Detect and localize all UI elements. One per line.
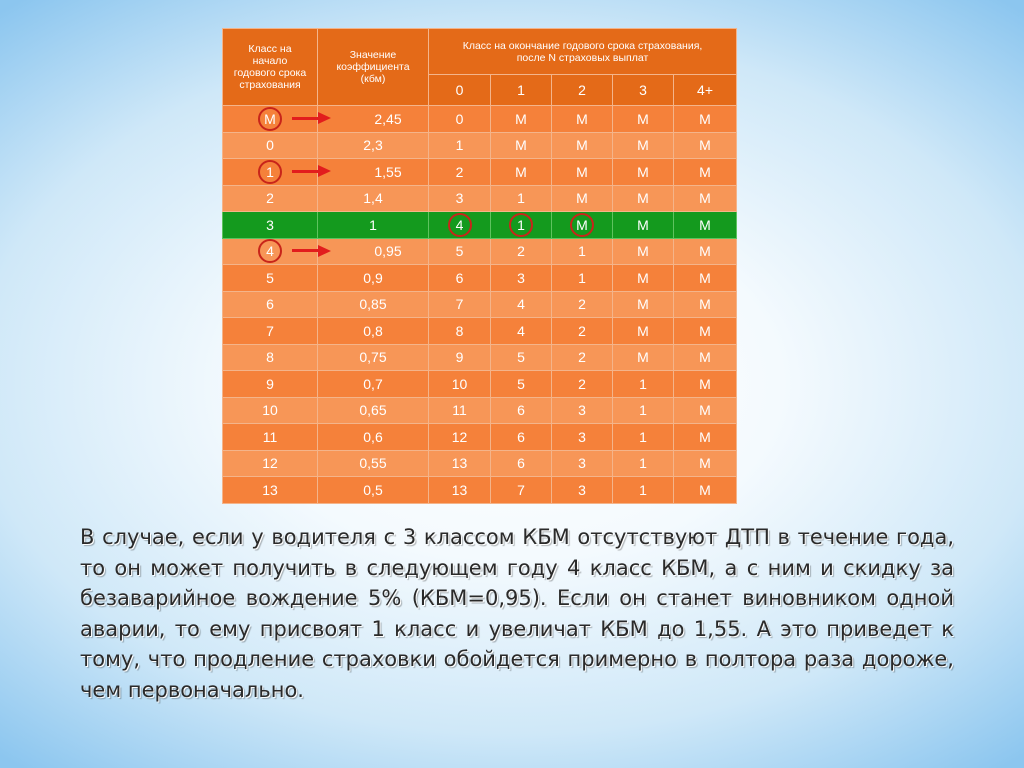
table-cell: М [674,238,737,265]
table-cell: 2 [552,371,613,398]
table-cell: М [552,185,613,212]
table-cell: 1,4 [318,185,429,212]
table-row [223,424,737,451]
table-row [223,132,737,159]
table-cell: 6 [491,424,552,451]
table-cell: М [613,318,674,345]
explanation-paragraph: В случае, если у водителя с 3 классом КБМ отсутствуют ДТП в течение года, то он может получить в следующем году 4 класс КБМ, а с ним и скидку за безаварийное вождение 5% (КБМ=0,95). Если он станет виновником одной аварии, то ему присвоят 1 класс и увеличат КБМ до 1,55. А это приведет к тому, что продление страховки обойдется примерно в полтора раза дороже, чем первоначально. [80,525,954,702]
table-cell: М [491,106,552,133]
table-cell: 5 [429,238,491,265]
table-cell: 0 [223,132,318,159]
table-cell: 6 [491,450,552,477]
table-cell: 2 [429,159,491,186]
table-cell: 1 [318,212,429,239]
table-cell: 3 [552,424,613,451]
table-cell: М [674,344,737,371]
table-cell: 13 [223,477,318,504]
table-cell: М [674,371,737,398]
table-cell: 1 [613,477,674,504]
table-cell: 10 [429,371,491,398]
table-row [223,185,737,212]
table-cell: 4 [491,291,552,318]
table-row [223,212,737,239]
table-cell: М [613,106,674,133]
table-cell: 1 [223,159,318,186]
header-n-3: 3 [613,75,674,106]
arrow-right-icon [292,245,331,257]
table-cell: 2 [491,238,552,265]
table-cell: М [674,318,737,345]
table-cell: 13 [429,477,491,504]
table-cell: 2 [552,318,613,345]
table-cell: М [613,212,674,239]
table-cell: 0,8 [318,318,429,345]
table-cell: 5 [223,265,318,292]
table-cell: 6 [429,265,491,292]
table-cell: М [674,132,737,159]
table-cell: 6 [223,291,318,318]
table-cell: 0,85 [318,291,429,318]
table-cell: М [491,132,552,159]
table-row [223,159,737,186]
table-cell: 0,6 [318,424,429,451]
table-cell: 11 [223,424,318,451]
table-cell: М [674,159,737,186]
table-cell: 3 [552,477,613,504]
table-cell: М [613,132,674,159]
table-row [223,291,737,318]
table-cell: 7 [491,477,552,504]
table-cell: 0,75 [318,344,429,371]
table-row [223,344,737,371]
table-cell: 7 [223,318,318,345]
table-cell: М [613,265,674,292]
table-cell: 0,55 [318,450,429,477]
table-row [223,265,737,292]
header-start-class: Класс на начало годового срока страхования [223,29,318,106]
table-cell: 1 [613,371,674,398]
table-cell: 12 [429,424,491,451]
header-n-1: 1 [491,75,552,106]
header-end-class: Класс на окончание годового срока страхования, после N страховых выплат [429,29,737,75]
table-cell: М [674,477,737,504]
table-cell: 13 [429,450,491,477]
table-row [223,371,737,398]
table-cell: М [223,106,318,133]
table-row [223,318,737,345]
table-row [223,397,737,424]
table-cell: 5 [491,371,552,398]
table-cell: М [552,212,613,239]
table-cell: М [674,185,737,212]
table-cell: 8 [429,318,491,345]
table-cell: М [613,291,674,318]
header-n-0: 0 [429,75,491,106]
table-cell: М [674,212,737,239]
table-cell: 6 [491,397,552,424]
table-cell: 2,45 [318,106,429,133]
header-coefficient: Значение коэффициента (кбм) [318,29,429,106]
table-cell: М [552,159,613,186]
table-cell: 0,9 [318,265,429,292]
table-cell: 1 [613,397,674,424]
table-cell: 0,95 [318,238,429,265]
table-cell: 8 [223,344,318,371]
header-n-2: 2 [552,75,613,106]
table-cell: 4 [491,318,552,345]
table-cell: М [552,106,613,133]
kbm-table [222,28,737,504]
table-cell: 3 [429,185,491,212]
table-cell: 10 [223,397,318,424]
table-cell: М [674,424,737,451]
table-cell: 1 [613,424,674,451]
table-cell: 5 [491,344,552,371]
table-cell: 0,5 [318,477,429,504]
table-cell: М [613,159,674,186]
table-cell: М [674,450,737,477]
arrow-right-icon [292,165,331,177]
table-cell: 2,3 [318,132,429,159]
table-cell: М [613,185,674,212]
table-cell: М [491,159,552,186]
table-cell: 1 [429,132,491,159]
table-cell: 1,55 [318,159,429,186]
table-cell: 3 [552,450,613,477]
table-cell: 2 [552,291,613,318]
table-cell: 7 [429,291,491,318]
table-cell: 4 [223,238,318,265]
table-cell: 1 [552,265,613,292]
table-row [223,106,737,133]
table-cell: 3 [223,212,318,239]
table-row [223,450,737,477]
table-cell: 3 [491,265,552,292]
table-cell: М [613,344,674,371]
table-cell: 2 [223,185,318,212]
table-cell: М [674,291,737,318]
table-row [223,238,737,265]
table-cell: 1 [552,238,613,265]
header-n-4plus: 4+ [674,75,737,106]
table-cell: 2 [552,344,613,371]
table-cell: 1 [491,212,552,239]
table-cell: 1 [613,450,674,477]
table-cell: 4 [429,212,491,239]
table-cell: М [552,132,613,159]
table-cell: 0,7 [318,371,429,398]
table-cell: 0,65 [318,397,429,424]
table-cell: 1 [491,185,552,212]
table-cell: М [613,238,674,265]
table-cell: 3 [552,397,613,424]
table-body [223,106,737,504]
table-cell: 11 [429,397,491,424]
table-cell: М [674,265,737,292]
arrow-right-icon [292,112,331,124]
table-cell: 12 [223,450,318,477]
table-cell: М [674,106,737,133]
table-cell: М [674,397,737,424]
table-cell: 0 [429,106,491,133]
table-cell: 9 [429,344,491,371]
table-cell: 9 [223,371,318,398]
table-row [223,477,737,504]
